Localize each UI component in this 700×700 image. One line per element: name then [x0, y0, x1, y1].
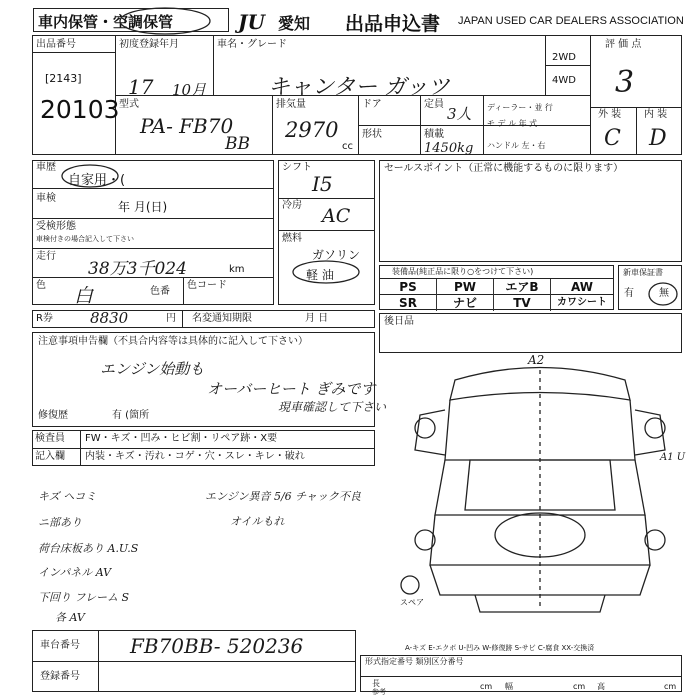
- mileage-value: 38万3千024: [88, 259, 187, 279]
- cm-unit: cm: [573, 682, 586, 691]
- spare-label: スペア: [400, 598, 424, 607]
- equip-tv: TV: [494, 295, 551, 311]
- history-label: 車歴: [36, 162, 56, 173]
- recycle-value: 8830: [90, 309, 129, 327]
- rating-label: 評 価 点: [605, 39, 642, 50]
- inspector-label: 検査員: [35, 433, 65, 444]
- listing-number-label: 出品番号: [36, 39, 76, 50]
- lot-code: [2143]: [45, 72, 82, 85]
- inspector-note: 各 AV: [55, 611, 85, 624]
- inspector-note: インパネル AV: [38, 566, 112, 579]
- exterior-label: 外 装: [598, 109, 622, 120]
- fuel-gas: ガソリン: [312, 248, 361, 262]
- displacement-unit: cc: [342, 141, 353, 152]
- color-value: 白: [74, 285, 94, 307]
- ac-label: 冷房: [282, 200, 302, 211]
- dealer-label: ディーラー・並 行: [487, 103, 553, 112]
- equipment-label: 装備品(純正品に限り○をつけて下さい): [392, 267, 534, 276]
- lot-number: 20103: [40, 95, 120, 124]
- displacement-value: 2970: [285, 118, 339, 142]
- cm-unit: cm: [480, 682, 493, 691]
- warranty-yes: 有: [624, 288, 634, 299]
- handle-label: ハンドル 左・右: [487, 141, 546, 150]
- inspector-note: キズ ヘコミ: [38, 490, 97, 503]
- chassis-value: FB70BB- 520236: [130, 634, 304, 658]
- fuel-diesel: 軽 油: [306, 268, 334, 282]
- equip-airbag: エアB: [494, 279, 551, 295]
- shape-label: 形状: [362, 129, 382, 140]
- equip-navi: ナビ: [437, 295, 494, 311]
- repair-label: 修復歴: [38, 410, 68, 421]
- entry-label: 記入欄: [35, 451, 65, 462]
- entry-legend: 内装・キズ・汚れ・コゲ・穴・スレ・キレ・破れ: [85, 451, 305, 462]
- length-label: 長: [372, 679, 380, 688]
- shift-value: I5: [312, 172, 333, 196]
- type-label: 型式: [119, 99, 139, 110]
- color-label: 色: [36, 280, 46, 291]
- notes-line-1: エンジン始動も: [100, 360, 205, 378]
- history-value: 自家用・(: [68, 173, 126, 188]
- shift-label: シフト: [282, 162, 312, 173]
- warranty-label: 新車保証書: [623, 268, 663, 277]
- fuel-circle: [290, 258, 362, 286]
- ju-logo-text: JU: [238, 10, 265, 34]
- ac-value: AC: [322, 205, 351, 227]
- load-value: 1450kg: [424, 141, 474, 156]
- ju-logo: [238, 10, 276, 34]
- notes-line-3: 現車確認して下さい: [278, 400, 387, 414]
- storage-circle: [118, 5, 213, 37]
- recycle-unit: 円: [166, 313, 176, 324]
- door-label: ドア: [362, 99, 382, 110]
- inspector-note: 荷台床板あり A.U.S: [38, 542, 139, 555]
- interior-label: 内 装: [644, 109, 668, 120]
- back-item-label: 後日品: [384, 316, 414, 327]
- type-value-1: PA- FB70: [140, 114, 234, 138]
- equip-aw: AW: [571, 280, 593, 294]
- inspection-type-label: 受検形態: [36, 221, 76, 232]
- drive-4wd: 4WD: [552, 75, 576, 86]
- fuel-label: 燃料: [282, 233, 302, 244]
- cm-unit: cm: [664, 682, 677, 691]
- inspection-type-sub: 車検付きの場合記入して下さい: [36, 235, 134, 243]
- equip-pw: PW: [437, 279, 494, 295]
- inspector-note: 下回り フレーム S: [38, 591, 130, 604]
- tax-label: 名変通知期限: [192, 313, 252, 324]
- warranty-no: 無: [659, 288, 669, 299]
- first-reg-year: 17: [128, 75, 154, 99]
- registration-label: 登録番号: [40, 671, 80, 682]
- mileage-label: 走行: [36, 251, 56, 262]
- diagram-mark-right: A1 U: [660, 452, 686, 463]
- interior-value: D: [649, 126, 667, 151]
- width-label: 幅: [505, 682, 513, 691]
- notes-label: 注意事項申告欄（不具合内容等は具体的に記入して下さい）: [38, 336, 308, 347]
- color-no-label: 色番: [150, 286, 170, 297]
- capacity-label: 定員: [424, 99, 444, 110]
- dims-label: 形式指定番号 類別区分番号: [365, 657, 464, 666]
- sales-points-label: セールスポイント（正常に機能するものに限ります）: [384, 163, 624, 174]
- history-circle: [60, 162, 126, 190]
- first-reg-month: 10月: [172, 81, 207, 99]
- inspector-note-right-1: エンジン異音 5/6 チャック不良: [205, 490, 361, 503]
- recycle-label: R券: [36, 313, 53, 324]
- mileage-unit: km: [229, 264, 245, 275]
- inspector-note: ニ部あり: [38, 516, 82, 529]
- capacity-value: 3人: [447, 105, 472, 123]
- model-value: キャンター ガッツ: [268, 75, 450, 100]
- load-label: 積載: [424, 129, 444, 140]
- equip-ps: PS: [380, 279, 437, 295]
- model-label: 車名・グレード: [217, 39, 287, 50]
- inspection-label: 車検: [36, 193, 56, 204]
- association-name: JAPAN USED CAR DEALERS ASSOCIATION: [458, 15, 684, 27]
- inspection-value: 年 月(日): [118, 200, 168, 214]
- form-title: 出品申込書: [345, 13, 441, 35]
- damage-legend: A-キズ E-エクボ U-凹み W-修復跡 S-サビ C-腐食 XX-交換済: [405, 644, 595, 652]
- notes-line-2: オーバーヒート ぎみです: [207, 380, 376, 398]
- inspector-legend: FW・キズ・凹み・ヒビ割・リペア跡・X要: [85, 433, 278, 444]
- sales-points-box: [379, 160, 682, 262]
- repair-value: 有 (箇所: [112, 410, 150, 421]
- equip-leather: カワシート: [557, 297, 607, 308]
- model-year-label: モ デ ル 年 式: [487, 119, 538, 128]
- vehicle-diagram: [395, 340, 685, 620]
- color-code-label: 色コード: [187, 280, 227, 291]
- diagram-mark-top: A2: [528, 353, 545, 367]
- type-value-2: BB: [225, 134, 250, 154]
- displacement-label: 排気量: [276, 99, 306, 110]
- tax-value: 月 日: [305, 313, 329, 324]
- chassis-label: 車台番号: [40, 640, 80, 651]
- org-name: 愛知: [278, 14, 311, 33]
- height-label: 高: [597, 682, 605, 691]
- inspector-note-right-2: オイルもれ: [230, 515, 285, 528]
- rating-value: 3: [615, 65, 635, 100]
- drive-2wd: 2WD: [552, 52, 576, 63]
- warranty-no-circle: [646, 280, 680, 308]
- exterior-value: C: [604, 126, 621, 151]
- ref-label: 参考: [372, 688, 386, 696]
- equip-sr: SR: [380, 295, 437, 311]
- storage-type: 車内保管・空調保管: [38, 13, 174, 31]
- first-reg-label: 初度登録年月: [119, 39, 179, 50]
